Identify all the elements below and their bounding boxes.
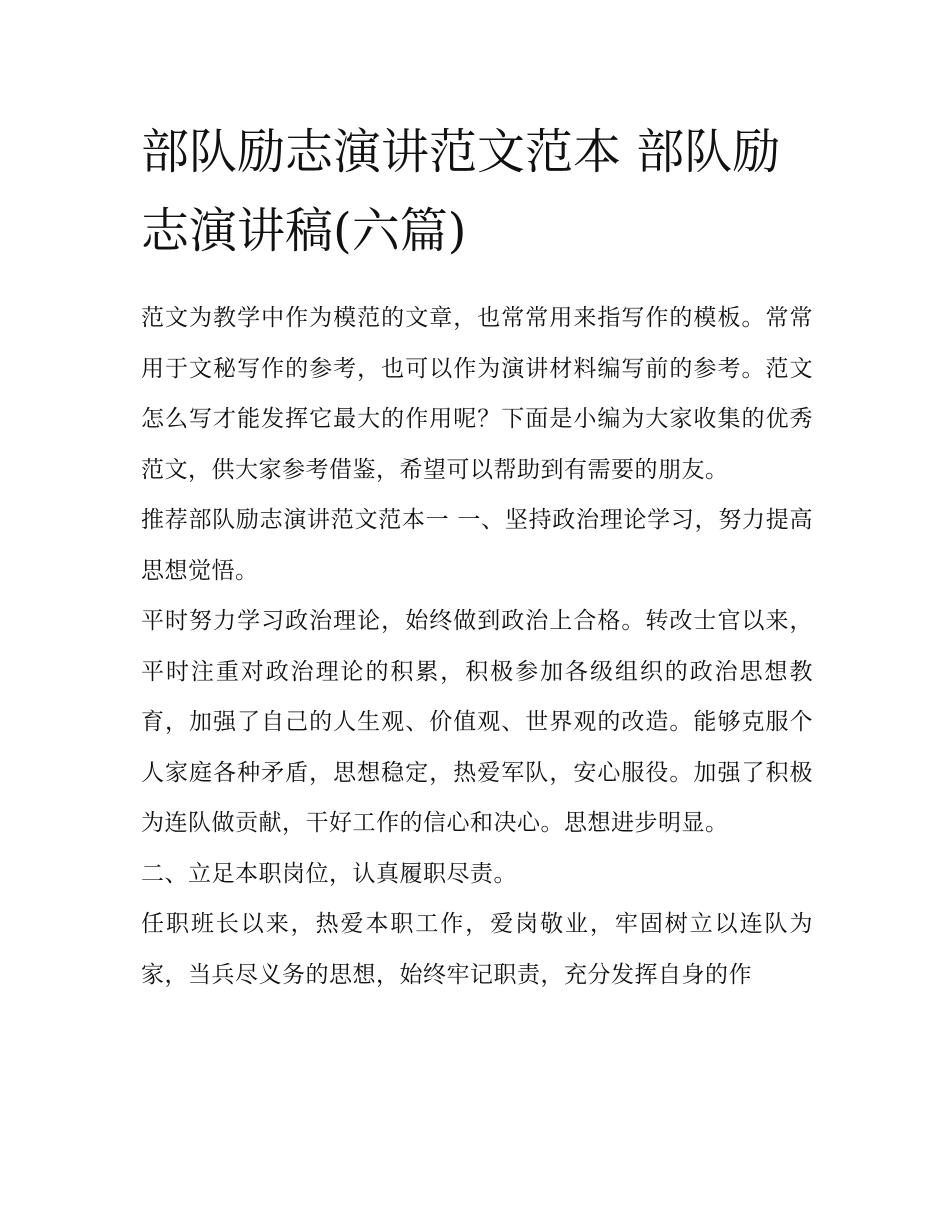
paragraph-duty: 任职班长以来，热爱本职工作，爱岗敬业，牢固树立以连队为家，当兵尽义务的思想，始终牢记职责，充分发挥自身的作 bbox=[141, 911, 813, 988]
document-page bbox=[141, 113, 813, 1000]
paragraph-section-one: 推荐部队励志演讲范文范本一 一、坚持政治理论学习，努力提高思想觉悟。 bbox=[141, 507, 813, 584]
paragraph-political-study: 平时努力学习政治理论，始终做到政治上合格。转改士官以来，平时注重对政治理论的积累，积极参加各级组织的政治思想教育，加强了自己的人生观、价值观、世界观的改造。能够克服个人家庭各种矛盾，思想稳定，热爱军队，安心服役。加强了积极为连队做贡献，干好工作的信心和决心。思想进步明显。 bbox=[141, 608, 813, 836]
document-title: 部队励志演讲范文范本 部队励志演讲稿(六篇) bbox=[141, 124, 781, 259]
paragraph-section-two: 二、立足本职岗位，认真履职尽责。 bbox=[141, 860, 517, 887]
paragraph-intro: 范文为教学中作为模范的文章，也常常用来指写作的模板。常常用于文秘写作的参考，也可以作为演讲材料编写前的参考。范文怎么写才能发挥它最大的作用呢？下面是小编为大家收集的优秀范文，供大家参考借鉴，希望可以帮助到有需要的朋友。 bbox=[141, 305, 813, 483]
